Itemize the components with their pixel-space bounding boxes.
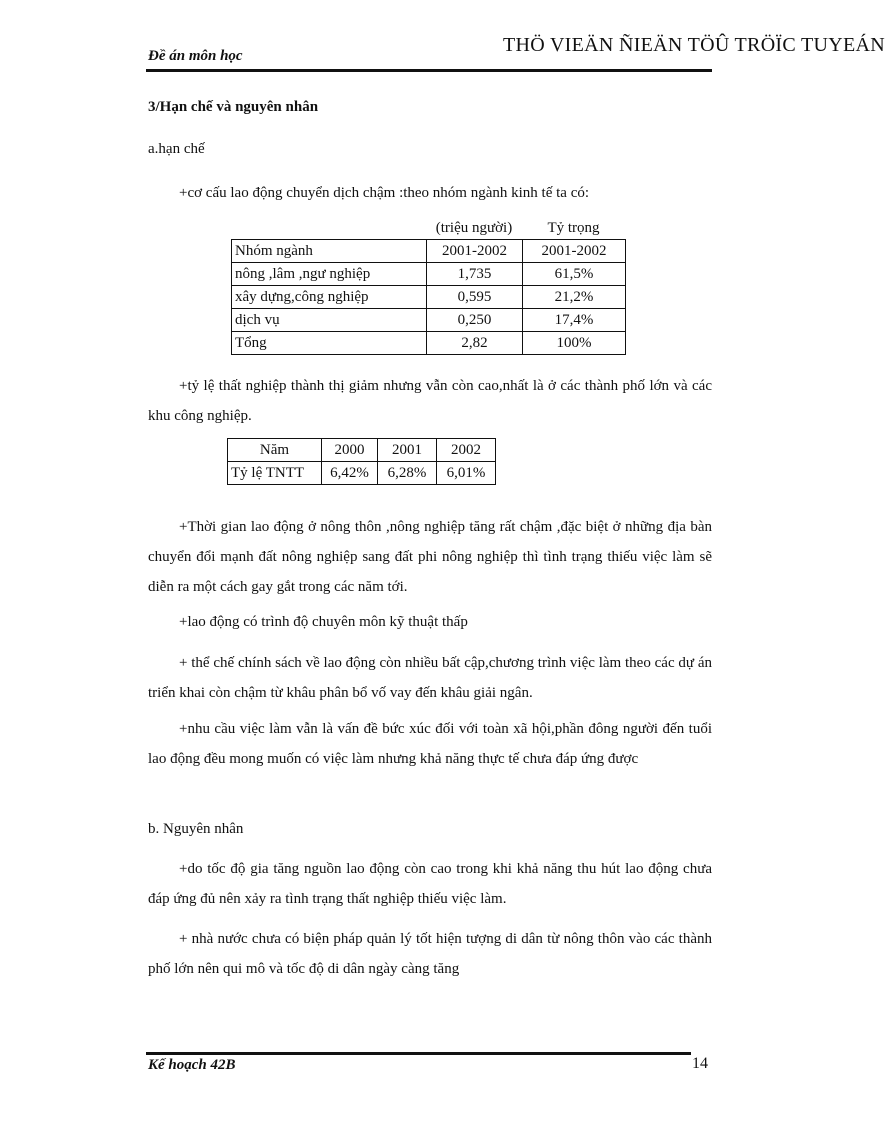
page-number: 14 — [692, 1055, 708, 1072]
table-cell: 21,2% — [523, 286, 626, 309]
table-cell: 2000 — [322, 439, 378, 462]
table-cell: 6,01% — [437, 462, 496, 485]
table-cell: Năm — [228, 439, 322, 462]
table1-unit-col1: (triệu người) — [435, 220, 513, 236]
subsection-b-title: b. Nguyên nhân — [148, 821, 244, 837]
table-row — [232, 286, 626, 309]
table-cell: 100% — [523, 332, 626, 355]
table-cell: 0,250 — [427, 309, 523, 332]
table-cell: 0,595 — [427, 286, 523, 309]
paragraph-cause-1: +do tốc độ gia tăng nguồn lao động còn cao trong khi khả năng thu hút lao động chưa đáp ứng đủ nên xảy ra tình trạng thất nghiệp thiếu việc làm. — [148, 861, 712, 907]
paragraph-unemployment: +tỷ lệ thất nghiệp thành thị giảm nhưng vẫn còn cao,nhất là ở các thành phố lớn và các khu công nghiệp. — [148, 378, 712, 424]
subsection-a-title: a.hạn chế — [148, 141, 205, 157]
table-cell: 2001-2002 — [427, 240, 523, 263]
table-row — [232, 240, 626, 263]
table-cell: Tỷ lệ TNTT — [228, 462, 322, 485]
table-cell: 6,42% — [322, 462, 378, 485]
table-cell: 17,4% — [523, 309, 626, 332]
table-cell: Nhóm ngành — [232, 240, 427, 263]
footer-rule — [146, 1052, 691, 1055]
table-cell: nông ,lâm ,ngư nghiệp — [232, 263, 427, 286]
table-cell: xây dựng,công nghiệp — [232, 286, 427, 309]
paragraph-low-skill: +lao động có trình độ chuyên môn kỹ thuật thấp — [179, 614, 468, 630]
header-library-banner: THÖ VIEÄN ÑIEÄN TÖÛ TRÖÏC TUYEÁN — [503, 34, 885, 56]
paragraph-job-demand: +nhu cầu việc làm vẫn là vấn đề bức xúc đối với toàn xã hội,phần đông người đến tuổi lao động đều mong muốn có việc làm nhưng khả năng thực tế chưa đáp ứng được — [148, 721, 712, 767]
table1-unit-col2: Tỷ trọng — [547, 220, 600, 236]
table-cell: 2001 — [378, 439, 437, 462]
footer-class-label: Kế hoạch 42B — [148, 1057, 236, 1073]
header-course-title: Đề án môn học — [148, 48, 243, 64]
paragraph-policy: + thể chế chính sách về lao động còn nhiều bất cập,chương trình việc làm theo các dự án triển khai còn chậm từ khâu phân bổ vố vay đến khâu giải ngân. — [148, 655, 712, 701]
table-row — [232, 309, 626, 332]
table-row — [232, 332, 626, 355]
labor-structure-table — [231, 239, 626, 355]
table-row — [232, 263, 626, 286]
table-cell: 61,5% — [523, 263, 626, 286]
table-cell: Tổng — [232, 332, 427, 355]
header-rule — [146, 69, 712, 72]
table-cell: 2,82 — [427, 332, 523, 355]
table-cell: 1,735 — [427, 263, 523, 286]
paragraph-structure: +cơ cấu lao động chuyển dịch chậm :theo nhóm ngành kinh tế ta có: — [179, 185, 590, 201]
paragraph-working-time: +Thời gian lao động ở nông thôn ,nông nghiệp tăng rất chậm ,đặc biệt ở những địa bàn chuyển đổi mạnh đất nông nghiệp sang đất phi nông nghiệp thì tình trạng thiếu việc làm sẽ diễn ra một cách gay gắt trong các năm tới. — [148, 519, 712, 595]
paragraph-cause-2: + nhà nước chưa có biện pháp quản lý tốt hiện tượng di dân từ nông thôn vào các thành phố lớn nên qui mô và tốc độ di dân ngày càng tăng — [148, 931, 712, 977]
table-row — [228, 439, 496, 462]
section-heading: 3/Hạn chế và nguyên nhân — [148, 99, 319, 115]
unemployment-rate-table — [227, 438, 496, 485]
table-cell: 2001-2002 — [523, 240, 626, 263]
table-cell: dịch vụ — [232, 309, 427, 332]
table-row — [228, 462, 496, 485]
table-cell: 6,28% — [378, 462, 437, 485]
table-cell: 2002 — [437, 439, 496, 462]
